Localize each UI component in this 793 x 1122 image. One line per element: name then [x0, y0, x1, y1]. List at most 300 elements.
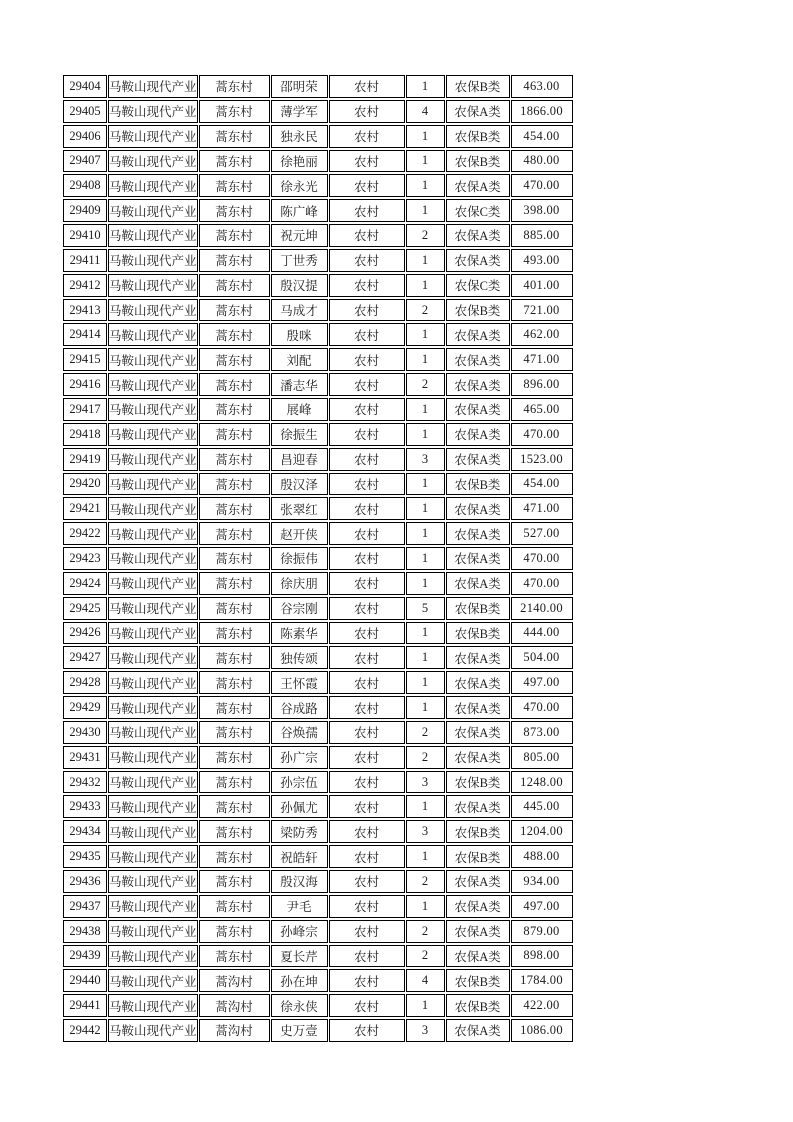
table-row: [63, 373, 573, 396]
cell-amount: 805.00: [511, 746, 573, 769]
cell-village: 蒿东村: [199, 423, 270, 446]
table-row: [63, 746, 573, 769]
table-row: [63, 920, 573, 943]
cell-name: 殷汉提: [271, 274, 328, 297]
cell-amount: 1248.00: [511, 771, 573, 794]
cell-count: 1: [406, 348, 445, 371]
cell-park: 马鞍山现代产业: [108, 969, 198, 992]
cell-name: 昌迎春: [271, 448, 328, 471]
cell-residence: 农村: [329, 696, 405, 719]
cell-id: 29429: [63, 696, 107, 719]
cell-name: 殷汉海: [271, 870, 328, 893]
cell-id: 29407: [63, 150, 107, 173]
cell-count: 1: [406, 249, 445, 272]
cell-insurance: 农保A类: [446, 174, 510, 197]
cell-count: 1: [406, 150, 445, 173]
cell-count: 3: [406, 771, 445, 794]
cell-amount: 454.00: [511, 473, 573, 496]
cell-count: 1: [406, 547, 445, 570]
cell-id: 29412: [63, 274, 107, 297]
table-row: [63, 870, 573, 893]
cell-amount: 873.00: [511, 721, 573, 744]
cell-insurance: 农保A类: [446, 895, 510, 918]
cell-id: 29416: [63, 373, 107, 396]
cell-count: 1: [406, 75, 445, 98]
cell-name: 赵开侠: [271, 522, 328, 545]
table-row: [63, 994, 573, 1017]
cell-residence: 农村: [329, 870, 405, 893]
cell-insurance: 农保A类: [446, 423, 510, 446]
cell-id: 29427: [63, 646, 107, 669]
cell-village: 蒿东村: [199, 547, 270, 570]
cell-residence: 农村: [329, 100, 405, 123]
table-row: [63, 174, 573, 197]
cell-residence: 农村: [329, 323, 405, 346]
cell-name: 独永民: [271, 125, 328, 148]
cell-amount: 462.00: [511, 323, 573, 346]
cell-insurance: 农保B类: [446, 994, 510, 1017]
cell-count: 4: [406, 100, 445, 123]
cell-id: 29421: [63, 497, 107, 520]
cell-village: 蒿东村: [199, 125, 270, 148]
cell-park: 马鞍山现代产业: [108, 249, 198, 272]
cell-village: 蒿东村: [199, 622, 270, 645]
cell-park: 马鞍山现代产业: [108, 646, 198, 669]
cell-name: 史万壹: [271, 1019, 328, 1042]
cell-village: 蒿东村: [199, 348, 270, 371]
cell-insurance: 农保A类: [446, 547, 510, 570]
cell-residence: 农村: [329, 299, 405, 322]
cell-village: 蒿东村: [199, 795, 270, 818]
cell-residence: 农村: [329, 1019, 405, 1042]
table-row: [63, 274, 573, 297]
cell-residence: 农村: [329, 795, 405, 818]
cell-park: 马鞍山现代产业: [108, 721, 198, 744]
cell-residence: 农村: [329, 150, 405, 173]
cell-village: 蒿东村: [199, 771, 270, 794]
cell-name: 徐振生: [271, 423, 328, 446]
cell-name: 祝皓轩: [271, 845, 328, 868]
cell-park: 马鞍山现代产业: [108, 497, 198, 520]
cell-village: 蒿东村: [199, 274, 270, 297]
cell-name: 邵明荣: [271, 75, 328, 98]
cell-insurance: 农保A类: [446, 224, 510, 247]
table-row: [63, 721, 573, 744]
cell-count: 1: [406, 572, 445, 595]
cell-park: 马鞍山现代产业: [108, 547, 198, 570]
cell-insurance: 农保B类: [446, 771, 510, 794]
cell-name: 徐艳丽: [271, 150, 328, 173]
cell-park: 马鞍山现代产业: [108, 622, 198, 645]
cell-park: 马鞍山现代产业: [108, 373, 198, 396]
cell-id: 29433: [63, 795, 107, 818]
cell-name: 陈素华: [271, 622, 328, 645]
cell-amount: 527.00: [511, 522, 573, 545]
table-row: [63, 597, 573, 620]
cell-amount: 398.00: [511, 199, 573, 222]
cell-residence: 农村: [329, 771, 405, 794]
cell-count: 1: [406, 125, 445, 148]
cell-insurance: 农保A类: [446, 721, 510, 744]
cell-count: 3: [406, 1019, 445, 1042]
cell-insurance: 农保A类: [446, 1019, 510, 1042]
cell-insurance: 农保A类: [446, 348, 510, 371]
cell-count: 1: [406, 174, 445, 197]
cell-count: 1: [406, 199, 445, 222]
cell-park: 马鞍山现代产业: [108, 795, 198, 818]
cell-id: 29425: [63, 597, 107, 620]
cell-park: 马鞍山现代产业: [108, 224, 198, 247]
cell-village: 蒿东村: [199, 199, 270, 222]
cell-residence: 农村: [329, 646, 405, 669]
cell-village: 蒿东村: [199, 249, 270, 272]
cell-insurance: 农保A类: [446, 398, 510, 421]
cell-id: 29424: [63, 572, 107, 595]
cell-name: 王怀霞: [271, 671, 328, 694]
cell-count: 3: [406, 448, 445, 471]
cell-village: 蒿东村: [199, 522, 270, 545]
table-row: [63, 150, 573, 173]
cell-residence: 农村: [329, 125, 405, 148]
cell-amount: 470.00: [511, 547, 573, 570]
cell-name: 梁防秀: [271, 820, 328, 843]
cell-residence: 农村: [329, 597, 405, 620]
cell-count: 1: [406, 522, 445, 545]
cell-count: 1: [406, 622, 445, 645]
cell-amount: 471.00: [511, 348, 573, 371]
cell-village: 蒿东村: [199, 870, 270, 893]
cell-amount: 721.00: [511, 299, 573, 322]
cell-village: 蒿东村: [199, 224, 270, 247]
cell-park: 马鞍山现代产业: [108, 671, 198, 694]
cell-park: 马鞍山现代产业: [108, 323, 198, 346]
cell-count: 1: [406, 497, 445, 520]
cell-park: 马鞍山现代产业: [108, 174, 198, 197]
cell-id: 29437: [63, 895, 107, 918]
cell-amount: 470.00: [511, 423, 573, 446]
cell-village: 蒿东村: [199, 473, 270, 496]
cell-residence: 农村: [329, 398, 405, 421]
cell-amount: 465.00: [511, 398, 573, 421]
cell-id: 29419: [63, 448, 107, 471]
cell-id: 29434: [63, 820, 107, 843]
cell-id: 29417: [63, 398, 107, 421]
cell-name: 徐庆朋: [271, 572, 328, 595]
cell-park: 马鞍山现代产业: [108, 274, 198, 297]
table-row: [63, 448, 573, 471]
cell-insurance: 农保B类: [446, 150, 510, 173]
cell-id: 29439: [63, 945, 107, 968]
cell-amount: 471.00: [511, 497, 573, 520]
cell-residence: 农村: [329, 199, 405, 222]
cell-id: 29411: [63, 249, 107, 272]
cell-residence: 农村: [329, 448, 405, 471]
cell-amount: 470.00: [511, 174, 573, 197]
cell-insurance: 农保B类: [446, 75, 510, 98]
cell-name: 谷宗刚: [271, 597, 328, 620]
cell-name: 祝元坤: [271, 224, 328, 247]
cell-amount: 879.00: [511, 920, 573, 943]
cell-village: 蒿东村: [199, 100, 270, 123]
cell-name: 殷咪: [271, 323, 328, 346]
cell-park: 马鞍山现代产业: [108, 150, 198, 173]
cell-insurance: 农保A类: [446, 945, 510, 968]
cell-park: 马鞍山现代产业: [108, 994, 198, 1017]
cell-residence: 农村: [329, 820, 405, 843]
cell-amount: 885.00: [511, 224, 573, 247]
cell-count: 1: [406, 646, 445, 669]
cell-insurance: 农保A类: [446, 522, 510, 545]
cell-village: 蒿沟村: [199, 969, 270, 992]
table-row: [63, 299, 573, 322]
cell-count: 2: [406, 870, 445, 893]
table-row: [63, 497, 573, 520]
cell-name: 徐永侠: [271, 994, 328, 1017]
table-row: [63, 473, 573, 496]
cell-park: 马鞍山现代产业: [108, 299, 198, 322]
cell-park: 马鞍山现代产业: [108, 870, 198, 893]
cell-village: 蒿东村: [199, 671, 270, 694]
table-row: [63, 945, 573, 968]
cell-insurance: 农保A类: [446, 920, 510, 943]
cell-village: 蒿沟村: [199, 994, 270, 1017]
cell-village: 蒿东村: [199, 597, 270, 620]
cell-amount: 934.00: [511, 870, 573, 893]
cell-residence: 农村: [329, 746, 405, 769]
cell-id: 29408: [63, 174, 107, 197]
benefits-table: [62, 73, 574, 1044]
cell-residence: 农村: [329, 721, 405, 744]
cell-residence: 农村: [329, 373, 405, 396]
cell-count: 1: [406, 795, 445, 818]
cell-insurance: 农保A类: [446, 373, 510, 396]
cell-amount: 470.00: [511, 572, 573, 595]
cell-village: 蒿东村: [199, 75, 270, 98]
cell-insurance: 农保A类: [446, 746, 510, 769]
cell-village: 蒿东村: [199, 646, 270, 669]
cell-insurance: 农保A类: [446, 448, 510, 471]
cell-village: 蒿东村: [199, 398, 270, 421]
table-row: [63, 820, 573, 843]
cell-residence: 农村: [329, 671, 405, 694]
cell-insurance: 农保B类: [446, 820, 510, 843]
table-row: [63, 522, 573, 545]
cell-id: 29436: [63, 870, 107, 893]
cell-id: 29428: [63, 671, 107, 694]
cell-park: 马鞍山现代产业: [108, 522, 198, 545]
cell-village: 蒿东村: [199, 820, 270, 843]
cell-insurance: 农保A类: [446, 646, 510, 669]
cell-insurance: 农保B类: [446, 597, 510, 620]
cell-amount: 1784.00: [511, 969, 573, 992]
cell-id: 29438: [63, 920, 107, 943]
cell-name: 孙峰宗: [271, 920, 328, 943]
cell-name: 夏长芹: [271, 945, 328, 968]
cell-insurance: 农保B类: [446, 299, 510, 322]
cell-residence: 农村: [329, 224, 405, 247]
cell-park: 马鞍山现代产业: [108, 820, 198, 843]
cell-count: 2: [406, 945, 445, 968]
cell-insurance: 农保B类: [446, 845, 510, 868]
cell-park: 马鞍山现代产业: [108, 125, 198, 148]
cell-id: 29404: [63, 75, 107, 98]
table-row: [63, 224, 573, 247]
cell-park: 马鞍山现代产业: [108, 199, 198, 222]
cell-amount: 493.00: [511, 249, 573, 272]
cell-village: 蒿东村: [199, 572, 270, 595]
cell-amount: 445.00: [511, 795, 573, 818]
cell-park: 马鞍山现代产业: [108, 1019, 198, 1042]
cell-insurance: 农保A类: [446, 100, 510, 123]
cell-name: 展峰: [271, 398, 328, 421]
cell-residence: 农村: [329, 75, 405, 98]
cell-amount: 470.00: [511, 696, 573, 719]
cell-count: 2: [406, 373, 445, 396]
cell-residence: 农村: [329, 945, 405, 968]
cell-amount: 1866.00: [511, 100, 573, 123]
cell-park: 马鞍山现代产业: [108, 945, 198, 968]
cell-residence: 农村: [329, 174, 405, 197]
table-row: [63, 969, 573, 992]
cell-amount: 463.00: [511, 75, 573, 98]
table-row: [63, 895, 573, 918]
cell-residence: 农村: [329, 497, 405, 520]
cell-id: 29431: [63, 746, 107, 769]
cell-village: 蒿东村: [199, 696, 270, 719]
cell-count: 5: [406, 597, 445, 620]
table-row: [63, 100, 573, 123]
cell-id: 29409: [63, 199, 107, 222]
cell-count: 3: [406, 820, 445, 843]
cell-insurance: 农保A类: [446, 249, 510, 272]
table-row: [63, 845, 573, 868]
cell-amount: 444.00: [511, 622, 573, 645]
cell-name: 孙佩尤: [271, 795, 328, 818]
cell-amount: 497.00: [511, 895, 573, 918]
cell-village: 蒿东村: [199, 299, 270, 322]
cell-park: 马鞍山现代产业: [108, 100, 198, 123]
cell-name: 丁世秀: [271, 249, 328, 272]
cell-village: 蒿东村: [199, 845, 270, 868]
table-row: [63, 398, 573, 421]
cell-insurance: 农保A类: [446, 497, 510, 520]
cell-amount: 488.00: [511, 845, 573, 868]
cell-id: 29413: [63, 299, 107, 322]
table-row: [63, 696, 573, 719]
cell-residence: 农村: [329, 572, 405, 595]
cell-residence: 农村: [329, 522, 405, 545]
cell-park: 马鞍山现代产业: [108, 597, 198, 620]
cell-insurance: 农保C类: [446, 199, 510, 222]
cell-insurance: 农保A类: [446, 870, 510, 893]
cell-park: 马鞍山现代产业: [108, 423, 198, 446]
cell-insurance: 农保B类: [446, 473, 510, 496]
cell-village: 蒿东村: [199, 920, 270, 943]
cell-park: 马鞍山现代产业: [108, 398, 198, 421]
cell-residence: 农村: [329, 895, 405, 918]
cell-amount: 2140.00: [511, 597, 573, 620]
table-row: [63, 622, 573, 645]
table-row: [63, 323, 573, 346]
cell-park: 马鞍山现代产业: [108, 895, 198, 918]
cell-village: 蒿东村: [199, 174, 270, 197]
cell-count: 2: [406, 721, 445, 744]
table-row: [63, 199, 573, 222]
cell-count: 1: [406, 696, 445, 719]
cell-park: 马鞍山现代产业: [108, 473, 198, 496]
cell-amount: 422.00: [511, 994, 573, 1017]
cell-village: 蒿东村: [199, 448, 270, 471]
cell-name: 张翠红: [271, 497, 328, 520]
cell-name: 孙在坤: [271, 969, 328, 992]
table-row: [63, 1019, 573, 1042]
cell-id: 29406: [63, 125, 107, 148]
cell-residence: 农村: [329, 845, 405, 868]
cell-id: 29415: [63, 348, 107, 371]
cell-name: 陈广峰: [271, 199, 328, 222]
cell-village: 蒿东村: [199, 746, 270, 769]
cell-insurance: 农保B类: [446, 622, 510, 645]
cell-id: 29420: [63, 473, 107, 496]
cell-village: 蒿东村: [199, 373, 270, 396]
cell-village: 蒿东村: [199, 945, 270, 968]
cell-name: 潘志华: [271, 373, 328, 396]
cell-park: 马鞍山现代产业: [108, 572, 198, 595]
cell-insurance: 农保C类: [446, 274, 510, 297]
cell-id: 29435: [63, 845, 107, 868]
table-body: [63, 75, 573, 1042]
cell-residence: 农村: [329, 994, 405, 1017]
table-row: [63, 547, 573, 570]
cell-residence: 农村: [329, 423, 405, 446]
cell-residence: 农村: [329, 969, 405, 992]
cell-count: 2: [406, 299, 445, 322]
cell-residence: 农村: [329, 274, 405, 297]
cell-id: 29432: [63, 771, 107, 794]
cell-id: 29423: [63, 547, 107, 570]
cell-id: 29410: [63, 224, 107, 247]
cell-amount: 1204.00: [511, 820, 573, 843]
cell-residence: 农村: [329, 622, 405, 645]
cell-residence: 农村: [329, 920, 405, 943]
table-row: [63, 771, 573, 794]
cell-count: 1: [406, 994, 445, 1017]
cell-name: 独传颂: [271, 646, 328, 669]
cell-residence: 农村: [329, 348, 405, 371]
cell-park: 马鞍山现代产业: [108, 75, 198, 98]
cell-name: 殷汉泽: [271, 473, 328, 496]
cell-id: 29426: [63, 622, 107, 645]
cell-insurance: 农保A类: [446, 323, 510, 346]
cell-count: 1: [406, 398, 445, 421]
table-row: [63, 125, 573, 148]
cell-name: 徐振伟: [271, 547, 328, 570]
cell-insurance: 农保A类: [446, 671, 510, 694]
cell-village: 蒿沟村: [199, 1019, 270, 1042]
cell-name: 薄学军: [271, 100, 328, 123]
cell-village: 蒿东村: [199, 323, 270, 346]
cell-amount: 896.00: [511, 373, 573, 396]
cell-count: 1: [406, 895, 445, 918]
cell-residence: 农村: [329, 547, 405, 570]
table-row: [63, 671, 573, 694]
cell-count: 1: [406, 845, 445, 868]
cell-count: 1: [406, 274, 445, 297]
cell-park: 马鞍山现代产业: [108, 696, 198, 719]
table-row: [63, 423, 573, 446]
cell-amount: 1523.00: [511, 448, 573, 471]
cell-id: 29405: [63, 100, 107, 123]
